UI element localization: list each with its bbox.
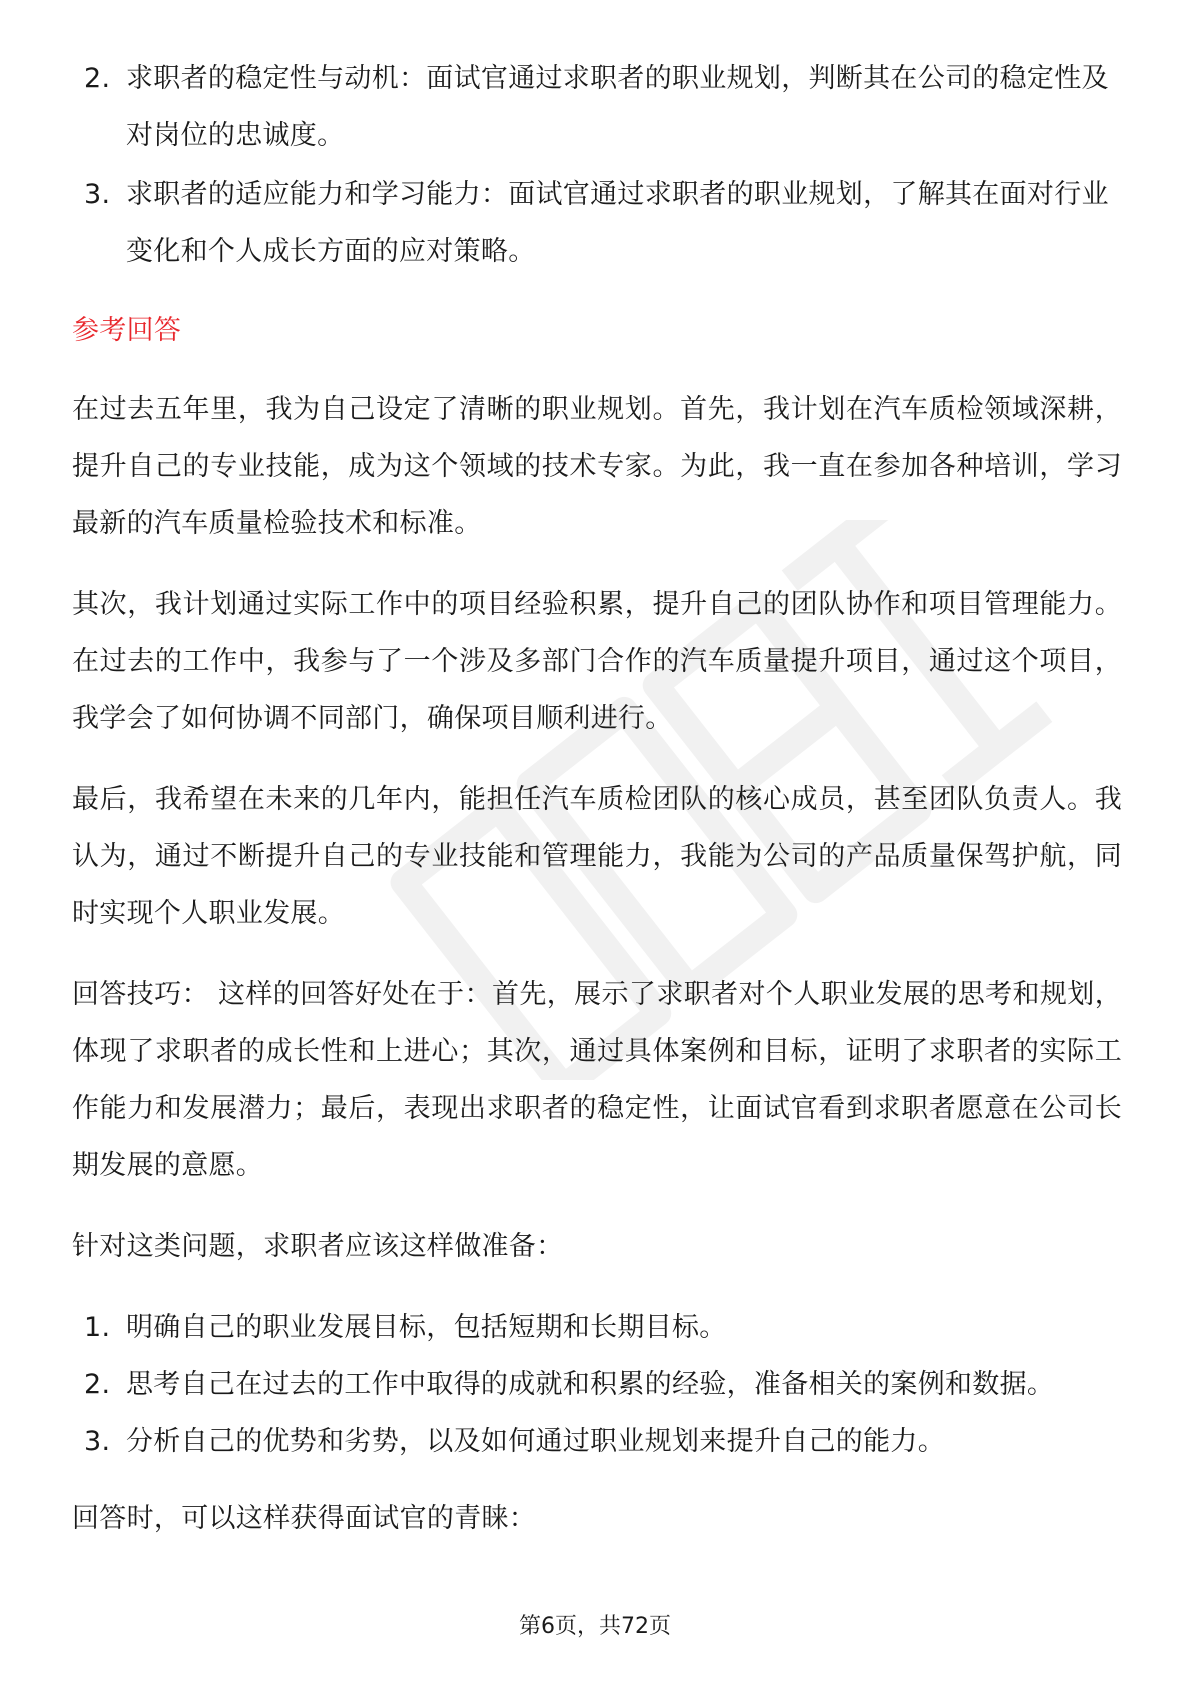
document-body bbox=[72, 50, 1122, 1571]
answer-tips-paragraph: 回答技巧： 这样的回答好处在于：首先，展示了求职者对个人职业发展的思考和规划，体现了求职者的成长性和上进心；其次，通过具体案例和目标，证明了求职者的实际工作能力和发展潜力；最后，表现出求职者的稳定性，让面试官看到求职者愿意在公司长期发展的意愿。 bbox=[72, 979, 1122, 1181]
list-item-number: 2. bbox=[84, 1369, 111, 1400]
list-item bbox=[72, 1299, 1122, 1356]
answer-paragraph: 其次，我计划通过实际工作中的项目经验积累，提升自己的团队协作和项目管理能力。在过去的工作中，我参与了一个涉及多部门合作的汽车质量提升项目，通过这个项目，我学会了如何协调不同部门，确保项目顺利进行。 bbox=[72, 589, 1122, 734]
answer-paragraph: 最后，我希望在未来的几年内，能担任汽车质检团队的核心成员，甚至团队负责人。我认为，通过不断提升自己的专业技能和管理能力，我能为公司的产品质量保驾护航，同时实现个人职业发展。 bbox=[72, 784, 1122, 929]
list-item bbox=[72, 50, 1122, 164]
list-item-text: 分析自己的优势和劣势，以及如何通过职业规划来提升自己的能力。 bbox=[126, 1426, 945, 1457]
section-heading-reference-answer: 参考回答 bbox=[72, 315, 182, 346]
list-item-number: 2. bbox=[84, 63, 111, 94]
list-item-number: 3. bbox=[84, 1426, 111, 1457]
preparation-list bbox=[72, 1299, 1122, 1470]
preparation-intro: 针对这类问题，求职者应该这样做准备： bbox=[72, 1231, 564, 1262]
closing-line: 回答时，可以这样获得面试官的青睐： bbox=[72, 1503, 537, 1534]
page-number-footer: 第6页，共72页 bbox=[519, 1614, 671, 1639]
criteria-list bbox=[72, 50, 1122, 280]
answer-paragraph: 在过去五年里，我为自己设定了清晰的职业规划。首先，我计划在汽车质检领域深耕，提升自己的专业技能，成为这个领域的技术专家。为此，我一直在参加各种培训，学习最新的汽车质量检验技术和标准。 bbox=[72, 394, 1122, 539]
list-item-text: 明确自己的职业发展目标，包括短期和长期目标。 bbox=[126, 1312, 727, 1343]
list-item bbox=[72, 1413, 1122, 1470]
list-item-text: 求职者的适应能力和学习能力：面试官通过求职者的职业规划，了解其在面对行业变化和个人成长方面的应对策略。 bbox=[126, 179, 1109, 267]
list-item bbox=[72, 166, 1122, 280]
list-item-number: 1. bbox=[84, 1312, 111, 1343]
list-item-number: 3. bbox=[84, 179, 111, 210]
list-item bbox=[72, 1356, 1122, 1413]
list-item-text: 思考自己在过去的工作中取得的成就和积累的经验，准备相关的案例和数据。 bbox=[126, 1369, 1055, 1400]
list-item-text: 求职者的稳定性与动机：面试官通过求职者的职业规划，判断其在公司的稳定性及对岗位的忠诚度。 bbox=[126, 63, 1109, 151]
